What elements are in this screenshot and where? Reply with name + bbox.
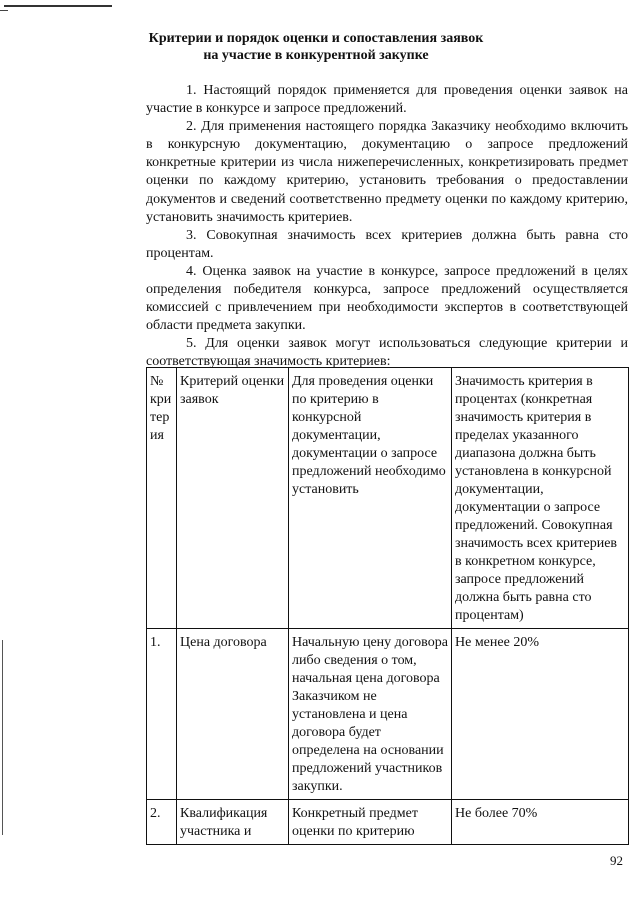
row-requirements: Начальную цену договора либо сведения о том, начальная цена договора Заказчиком не установлена и цена договора будет определена на основании предложений участников закупки. xyxy=(289,629,452,800)
header-weight: Значимость критерия в процентах (конкретная значимость критерия в пределах указанного диапазона должна быть установлена в конкурсной документации, документации о запросе предложений. Совокупная значимость всех критериев в конкретном конкурсе, запросе предложений должна быть равна сто процентам) xyxy=(452,368,629,629)
row-weight: Не менее 20% xyxy=(452,629,629,800)
scan-edge-mark xyxy=(2,640,3,835)
paragraph-4: 4. Оценка заявок на участие в конкурсе, запросе предложений в целях определения победителя конкурса, запросе предложений осуществляется комиссией с привлечением при необходимости экспертов в соответствующей области предмета закупки. xyxy=(146,263,628,334)
row-weight: Не более 70% xyxy=(452,800,629,845)
table-row xyxy=(147,629,629,800)
criteria-table xyxy=(146,367,629,845)
row-criterion: Цена договора xyxy=(177,629,289,800)
row-requirements: Конкретный предмет оценки по критерию xyxy=(289,800,452,845)
document-body xyxy=(146,82,628,372)
row-number: 2. xyxy=(147,800,177,845)
table-header-row xyxy=(147,368,629,629)
scan-edge-mark xyxy=(0,10,8,11)
header-number: № кри тер ия xyxy=(147,368,177,629)
header-criterion: Критерий оценки заявок xyxy=(177,368,289,629)
paragraph-2: 2. Для применения настоящего порядка Заказчику необходимо включить в конкурсную документацию, документацию о запросе предложений конкретные критерии из числа нижеперечисленных, конкретизировать предмет оценки по каждому критерию, установить требования о предоставлении документов и сведений соответственно предмету оценки по каждому критерию, установить значимость критериев. xyxy=(146,119,628,225)
document-title: Критерии и порядок оценки и сопоставления заявок на участие в конкурентной закупке xyxy=(148,31,484,63)
paragraph-1: 1. Настоящий порядок применяется для проведения оценки заявок на участие в конкурсе и запросе предложений. xyxy=(146,83,628,117)
table-row xyxy=(147,800,629,845)
row-number: 1. xyxy=(147,629,177,800)
paragraph-3: 3. Совокупная значимость всех критериев должна быть равна сто процентам. xyxy=(146,227,628,261)
page-number: 92 xyxy=(610,853,623,868)
scan-edge-mark xyxy=(4,5,112,7)
row-criterion: Квалификация участника и xyxy=(177,800,289,845)
paragraph-5: 5. Для оценки заявок могут использоваться следующие критерии и соответствующая значимость критериев: xyxy=(146,336,628,370)
header-requirements: Для проведения оценки по критерию в конкурсной документации, документации о запросе предложений необходимо установить xyxy=(289,368,452,629)
